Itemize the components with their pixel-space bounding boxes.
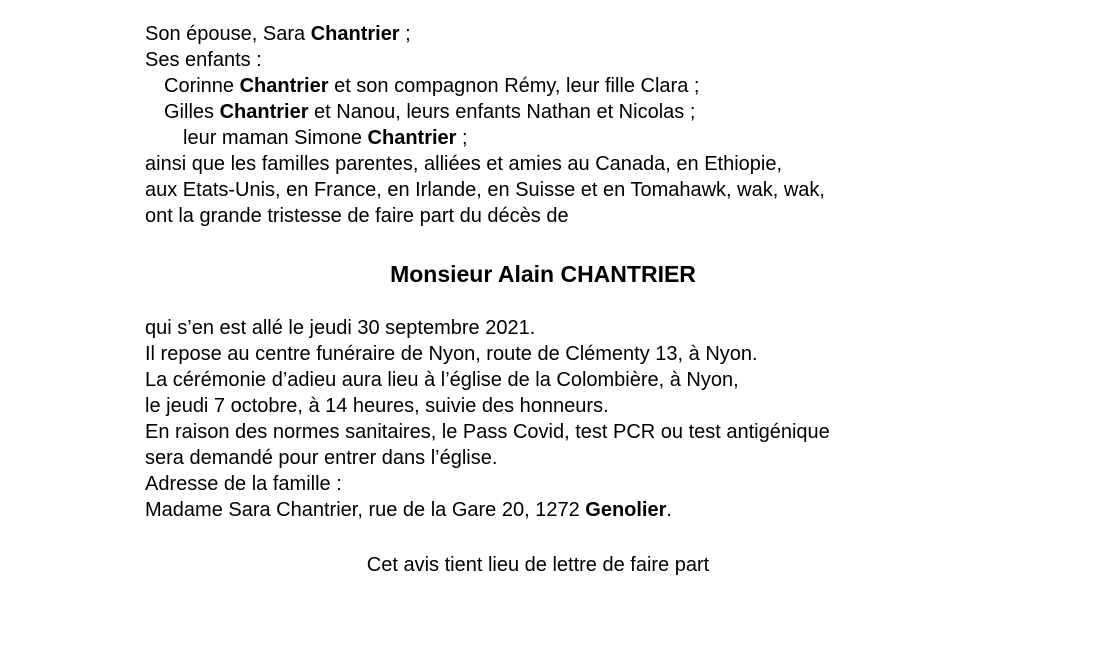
details-line-4: le jeudi 7 octobre, à 14 heures, suivie des honneurs. bbox=[145, 395, 609, 417]
details-line-3: La cérémonie d’adieu aura lieu à l’église de la Colombière, à Nyon, bbox=[145, 369, 739, 391]
family-block bbox=[145, 21, 945, 229]
spouse-suffix: ; bbox=[399, 23, 411, 45]
child2-line bbox=[145, 99, 945, 125]
footer-note: Cet avis tient lieu de lettre de faire part bbox=[366, 554, 710, 576]
address-label: Adresse de la famille : bbox=[145, 473, 342, 495]
child1-line bbox=[145, 73, 945, 99]
relatives-line-1: ainsi que les familles parentes, alliées et amies au Canada, en Ethiopie, bbox=[145, 153, 783, 175]
mother-surname: Chantrier bbox=[367, 127, 457, 149]
relatives-line-2: aux Etats-Unis, en France, en Irlande, en Suisse et en Tomahawk, wak, wak, bbox=[145, 179, 825, 201]
mother-line bbox=[145, 125, 945, 151]
mother-text: leur maman Simone bbox=[183, 127, 368, 149]
details-line-6: sera demandé pour entrer dans l’église. bbox=[145, 447, 498, 469]
children-intro: Ses enfants : bbox=[145, 49, 262, 71]
address-suffix: . bbox=[666, 499, 672, 521]
announcement-line: ont la grande tristesse de faire part du décès de bbox=[145, 205, 569, 227]
details-line-2: Il repose au centre funéraire de Nyon, route de Clémenty 13, à Nyon. bbox=[145, 343, 758, 365]
child1-rest: et son compagnon Rémy, leur fille Clara ; bbox=[328, 75, 700, 97]
address-line bbox=[145, 497, 945, 523]
address-text: Madame Sara Chantrier, rue de la Gare 20, 1272 bbox=[145, 499, 586, 521]
child1-surname: Chantrier bbox=[239, 75, 329, 97]
details-line-5: En raison des normes sanitaires, le Pass Covid, test PCR ou test antigénique bbox=[145, 421, 830, 443]
mother-suffix: ; bbox=[456, 127, 468, 149]
child2-rest: et Nanou, leurs enfants Nathan et Nicolas ; bbox=[308, 101, 696, 123]
spouse-line bbox=[145, 21, 945, 47]
address-town: Genolier bbox=[585, 499, 667, 521]
deceased-name: Monsieur Alain CHANTRIER bbox=[390, 261, 696, 287]
child1-first: Corinne bbox=[164, 75, 240, 97]
spouse-text: Son épouse, Sara bbox=[145, 23, 311, 45]
child2-first: Gilles bbox=[164, 101, 220, 123]
child2-surname: Chantrier bbox=[219, 101, 309, 123]
details-line-1: qui s’en est allé le jeudi 30 septembre 2021. bbox=[145, 317, 536, 339]
details-block bbox=[145, 315, 945, 523]
spouse-surname: Chantrier bbox=[310, 23, 400, 45]
